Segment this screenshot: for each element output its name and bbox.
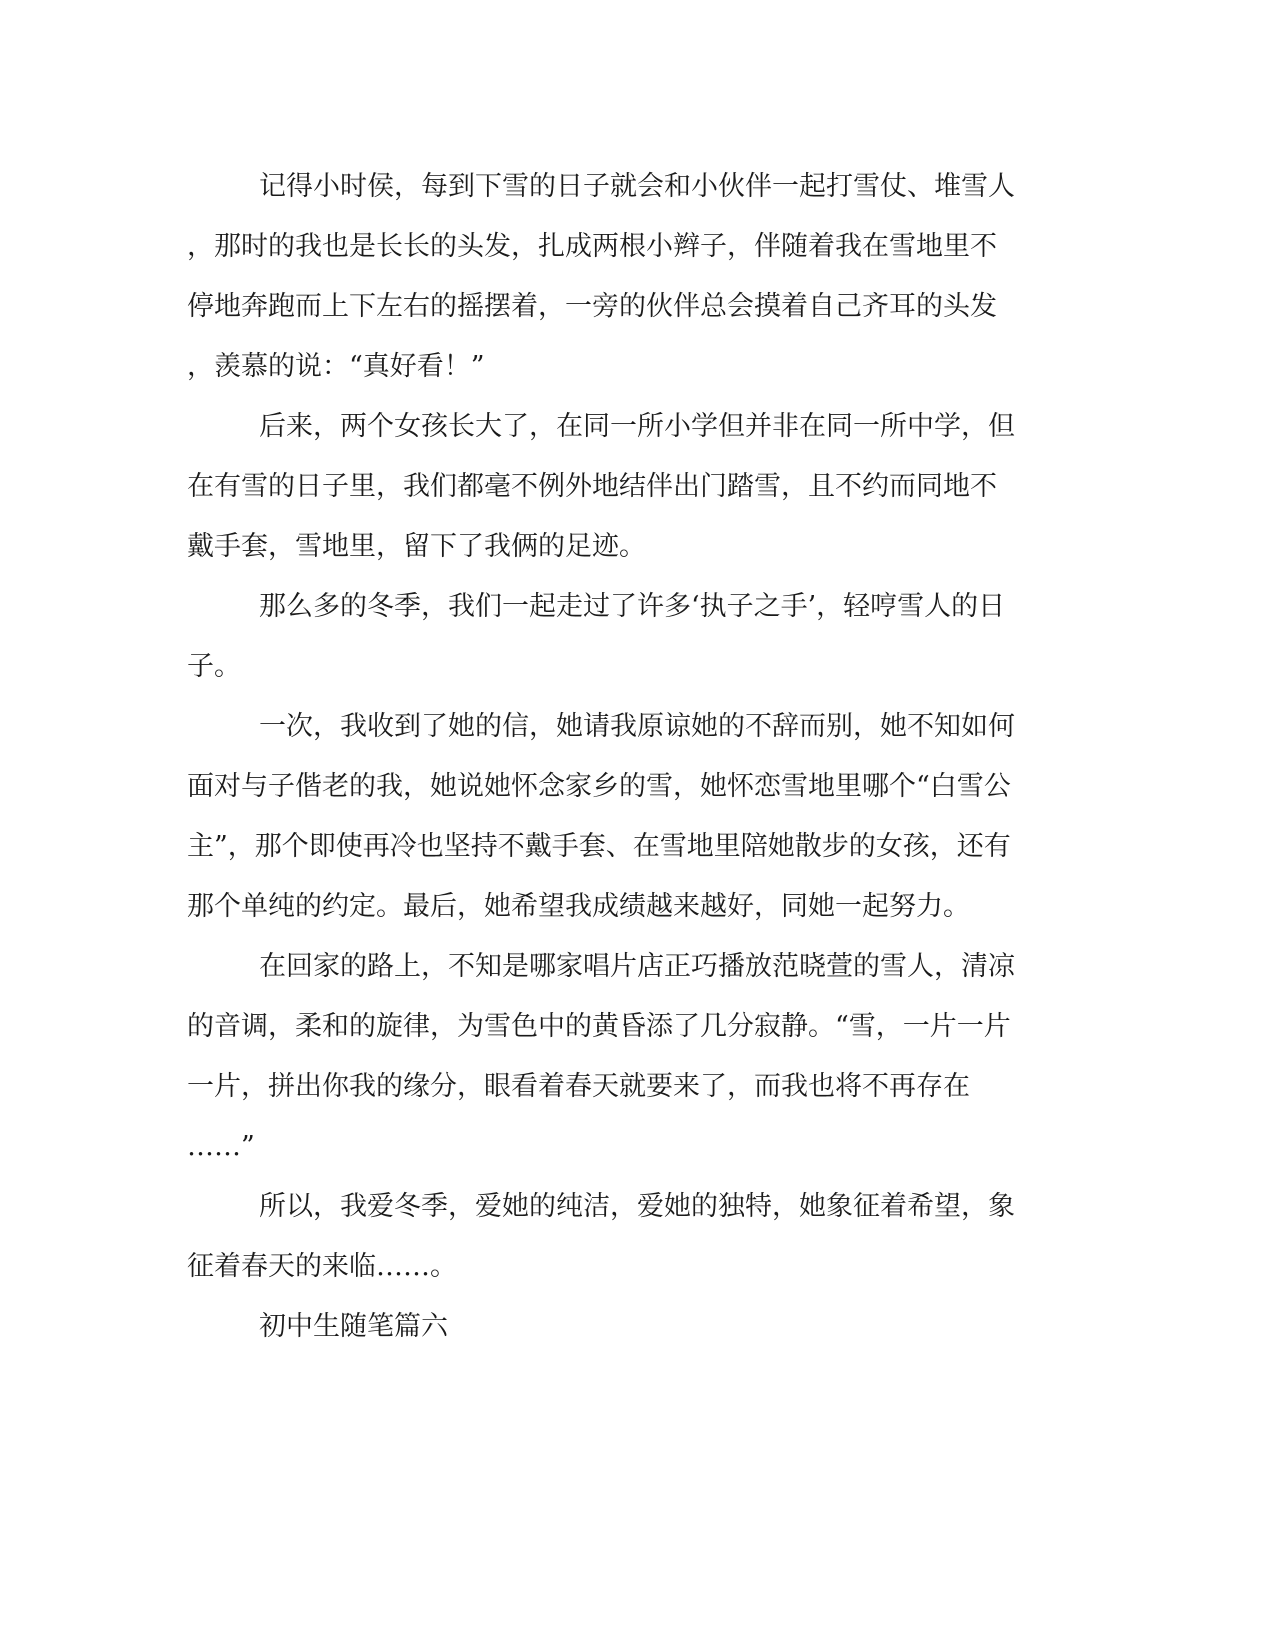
text-line: ……” xyxy=(187,1131,255,1162)
text-line: 子。 xyxy=(187,651,241,682)
text-line: 征着春天的来临……。 xyxy=(187,1251,457,1282)
text-line: 主”，那个即使再冷也坚持不戴手套、在雪地里陪她散步的女孩，还有 xyxy=(187,831,1011,862)
essay-body xyxy=(187,157,1067,1357)
text-line: 后来，两个女孩长大了，在同一所小学但并非在同一所中学，但 xyxy=(259,411,1015,442)
text-line: ，羡慕的说：“真好看！” xyxy=(187,351,485,382)
text-line: 的音调，柔和的旋律，为雪色中的黄昏添了几分寂静。“雪，一片一片 xyxy=(187,1011,1011,1042)
text-line: 一片，拼出你我的缘分，眼看着春天就要来了，而我也将不再存在 xyxy=(187,1071,970,1102)
text-line: 面对与子偕老的我，她说她怀念家乡的雪，她怀恋雪地里哪个“白雪公 xyxy=(187,771,1011,802)
text-line: 停地奔跑而上下左右的摇摆着，一旁的伙伴总会摸着自己齐耳的头发 xyxy=(187,291,997,322)
text-line: 在回家的路上，不知是哪家唱片店正巧播放范晓萱的雪人，清凉 xyxy=(259,951,1015,982)
text-line: 那么多的冬季，我们一起走过了许多‘执子之手’，轻哼雪人的日 xyxy=(259,591,1006,622)
text-line: 所以，我爱冬季，爱她的纯洁，爱她的独特，她象征着希望，象 xyxy=(259,1191,1015,1222)
text-line: 在有雪的日子里，我们都毫不例外地结伴出门踏雪，且不约而同地不 xyxy=(187,471,997,502)
section-heading: 初中生随笔篇六 xyxy=(259,1311,448,1342)
text-line: 记得小时侯，每到下雪的日子就会和小伙伴一起打雪仗、堆雪人 xyxy=(259,171,1015,202)
text-line: ，那时的我也是长长的头发，扎成两根小辫子，伴随着我在雪地里不 xyxy=(187,231,997,262)
text-line: 那个单纯的约定。最后，她希望我成绩越来越好，同她一起努力。 xyxy=(187,891,970,922)
text-line: 一次，我收到了她的信，她请我原谅她的不辞而别，她不知如何 xyxy=(259,711,1015,742)
text-line: 戴手套，雪地里，留下了我俩的足迹。 xyxy=(187,531,646,562)
